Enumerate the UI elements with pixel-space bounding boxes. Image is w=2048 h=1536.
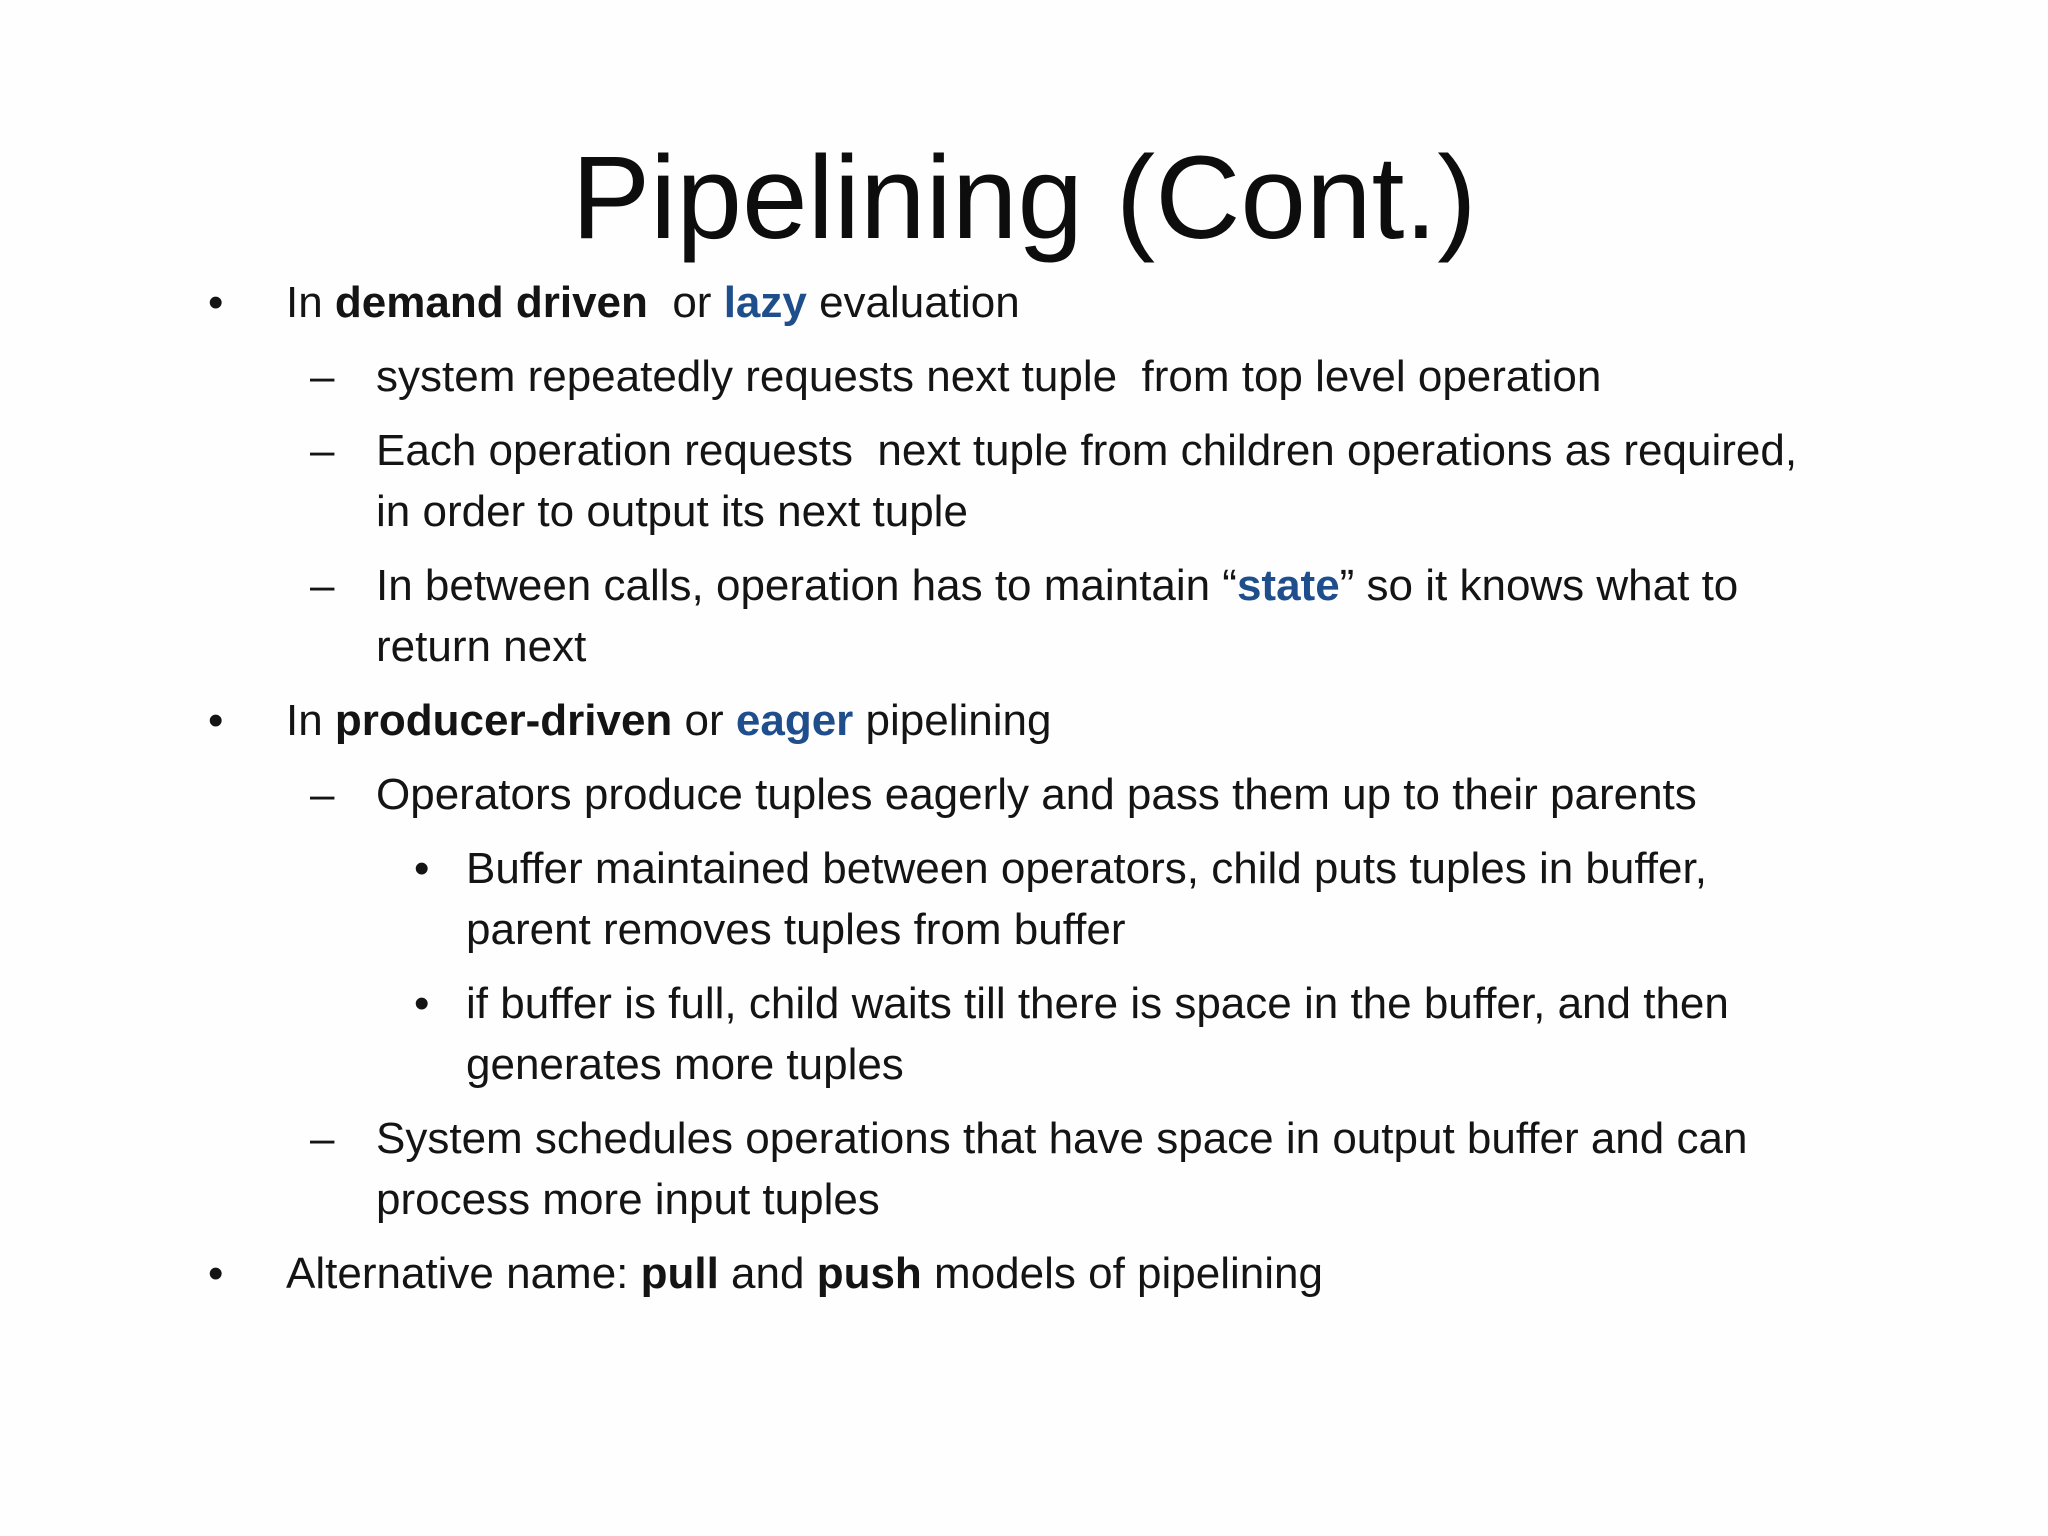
sub-sub-bullet-buffer-line1: Buffer maintained between operators, child puts tuples in buffer, [466,844,1707,893]
term-producer-driven: producer-driven [334,696,673,745]
sub-sub-bullet-full-line2: generates more tuples [466,1040,904,1089]
text-run: or [647,278,724,327]
text-run: Alternative name: [286,1249,641,1298]
sub-bullet-each-operation-line1: Each operation requests next tuple from children operations as required, [376,426,1798,475]
text-run: and [718,1249,817,1298]
sub-sub-bullet-full-line1: if buffer is full, child waits till there is space in the buffer, and then [466,979,1729,1028]
dash-marker: – [310,1114,335,1163]
bullet-marker: • [414,844,430,893]
text-run: In [286,696,335,745]
sub-bullet-operators-produce: Operators produce tuples eagerly and pass them up to their parents [376,770,1697,819]
bullet-marker: • [208,278,224,327]
term-eager: eager [735,696,854,745]
sub-bullet-each-operation-line2: in order to output its next tuple [376,487,968,536]
sub-bullet-system-schedules-line1: System schedules operations that have space in output buffer and can [376,1114,1748,1163]
bullet-marker: • [208,696,224,745]
term-pull: pull [640,1249,719,1298]
term-state: state [1236,561,1340,610]
sub-bullet-system-requests: system repeatedly requests next tuple from top level operation [376,352,1602,401]
dash-marker: – [310,770,335,819]
text-run: models of pipelining [921,1249,1323,1298]
slide-title: Pipelining (Cont.) [571,132,1477,264]
bullet-marker: • [208,1249,224,1298]
text-run: In [286,278,335,327]
bullet-marker: • [414,979,430,1028]
text-run: In between calls, operation has to maintain “ [376,561,1237,610]
sub-bullet-system-schedules-line2: process more input tuples [376,1175,880,1224]
bullet-alternative-name [286,1244,1323,1304]
text-run: pipelining [853,696,1052,745]
dash-marker: – [310,561,335,610]
text-run: evaluation [806,278,1020,327]
term-lazy: lazy [723,278,807,327]
dash-marker: – [310,426,335,475]
term-demand-driven: demand driven [334,278,648,327]
bullet-producer-driven [286,691,1051,751]
text-run: ” so it knows what to [1339,561,1739,610]
bullet-demand-driven [286,273,1020,333]
sub-bullet-state-line1 [376,556,1738,616]
sub-bullet-state-line2: return next [376,622,587,671]
dash-marker: – [310,352,335,401]
text-run: or [672,696,736,745]
term-push: push [816,1249,922,1298]
sub-sub-bullet-buffer-line2: parent removes tuples from buffer [466,905,1126,954]
